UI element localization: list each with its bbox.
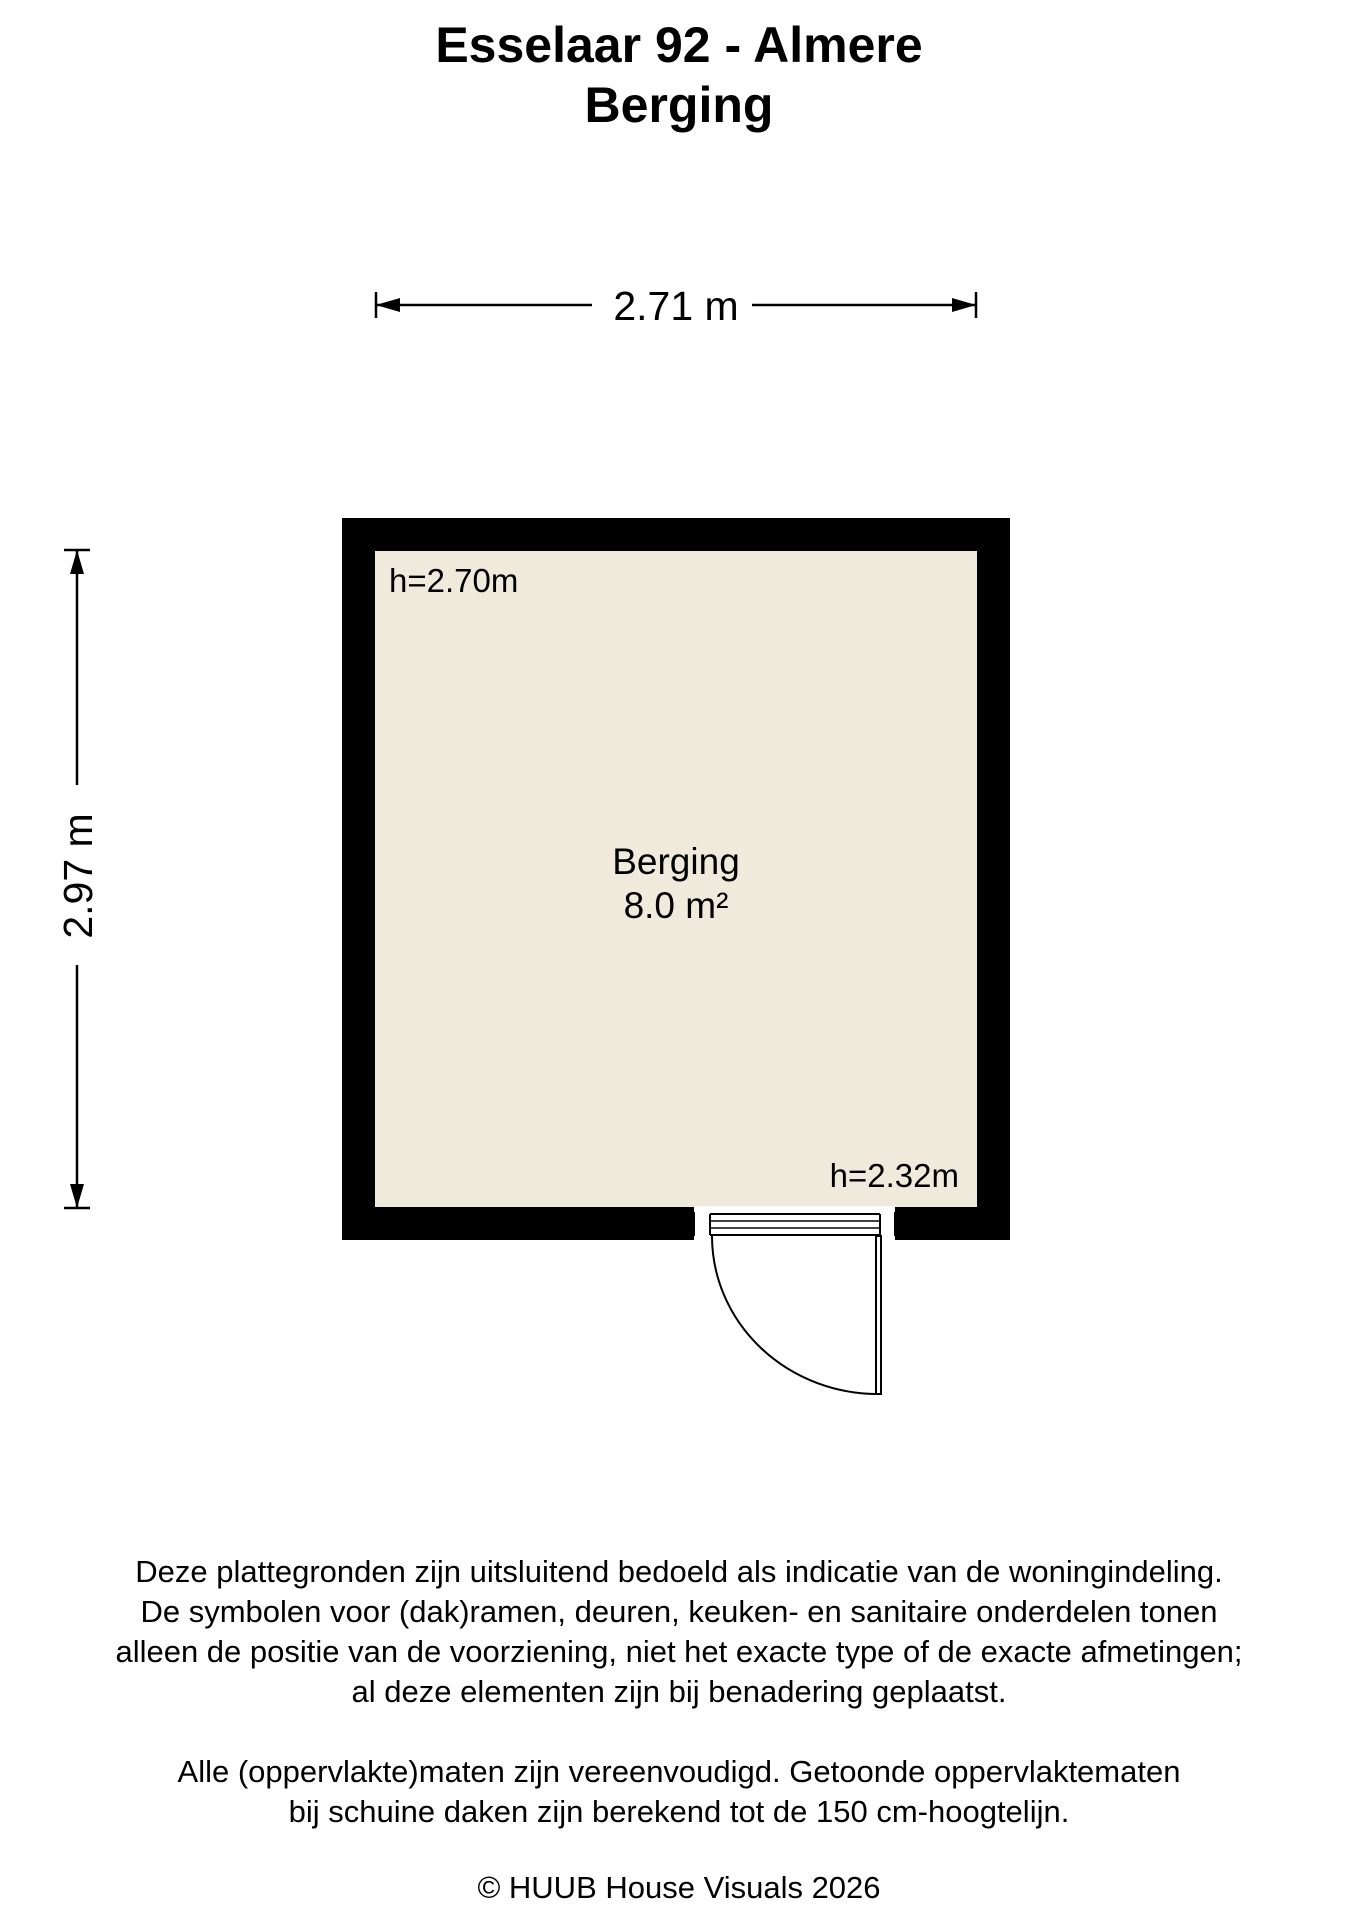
disclaimer-line: Deze plattegronden zijn uitsluitend bedoeld als indicatie van de woningindeling. <box>135 1554 1223 1589</box>
height-label: 2.97 m <box>55 813 101 939</box>
disclaimer-line: alleen de positie van de voorziening, niet het exacte type of de exacte afmetingen; <box>115 1634 1243 1669</box>
disclaimer-line: Alle (oppervlakte)maten zijn vereenvoudigd. Getoonde oppervlaktematen <box>177 1754 1181 1789</box>
ceiling-height-top-left: h=2.70m <box>389 562 519 599</box>
width-dimension <box>376 283 976 329</box>
height-dimension <box>55 550 101 1208</box>
ceiling-height-bottom-right: h=2.32m <box>829 1157 959 1194</box>
disclaimer-line: De symbolen voor (dak)ramen, deuren, keuken- en sanitaire onderdelen tonen <box>140 1594 1218 1629</box>
door-opening <box>694 1206 895 1242</box>
disclaimer-paragraph-1 <box>0 1552 1358 1712</box>
room-name: Berging <box>612 841 740 882</box>
copyright: © HUUB House Visuals 2026 <box>477 1870 881 1905</box>
room-area: 8.0 m² <box>623 885 729 926</box>
disclaimer-paragraph-2 <box>0 1752 1358 1832</box>
disclaimer-line: bij schuine daken zijn berekend tot de 150 cm-hoogtelijn. <box>288 1794 1070 1829</box>
disclaimer-line: al deze elementen zijn bij benadering geplaatst. <box>351 1674 1007 1709</box>
width-label: 2.71 m <box>613 283 739 329</box>
floor-title: Berging <box>584 77 774 133</box>
plan-title: Esselaar 92 - Almere <box>435 17 923 73</box>
